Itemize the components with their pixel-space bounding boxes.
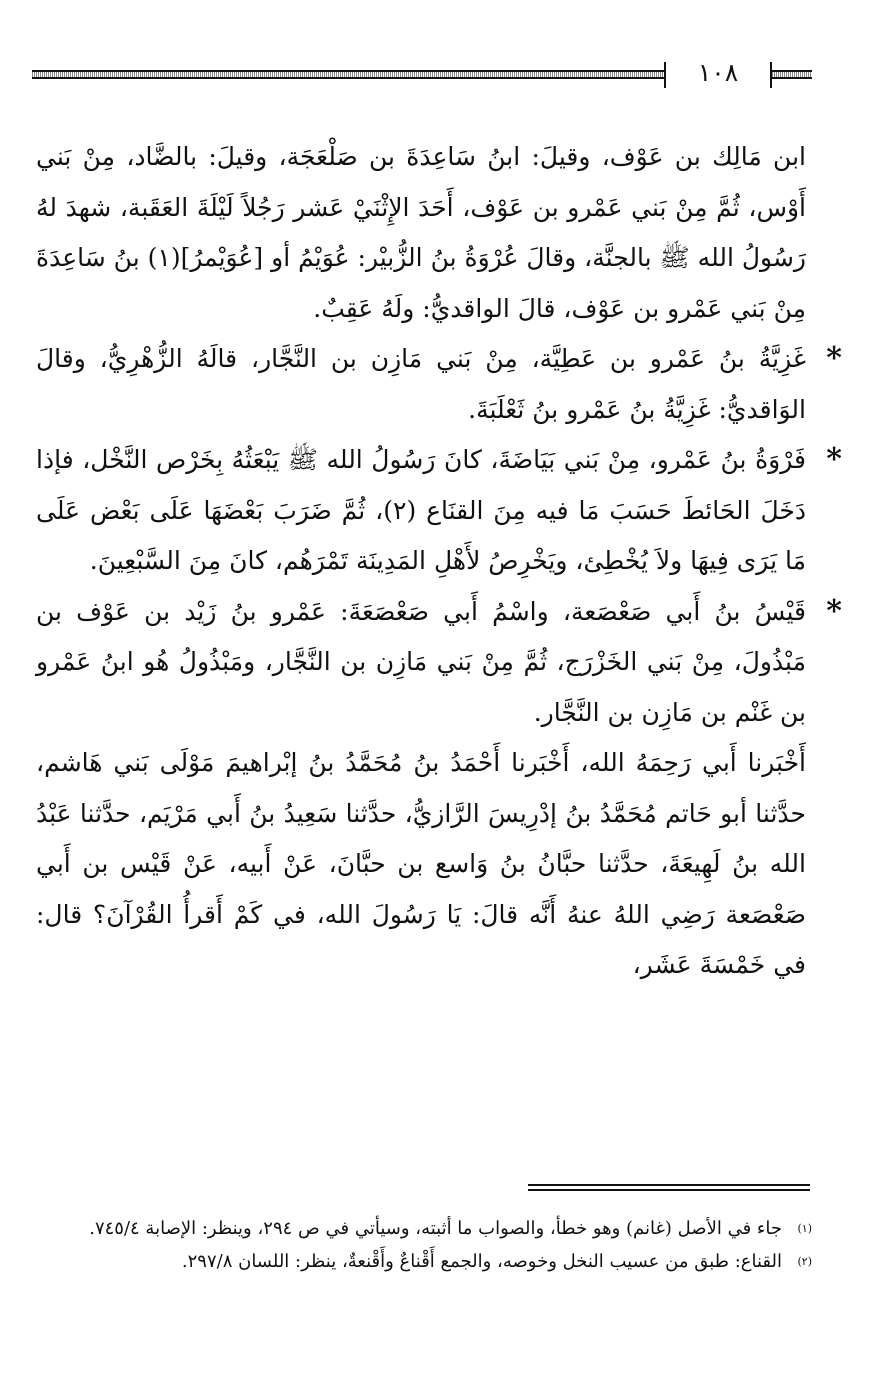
entry-ghaziyya	[36, 334, 842, 435]
footnote	[36, 1245, 812, 1278]
footnote	[36, 1212, 812, 1245]
asterisk-icon: *	[826, 593, 842, 629]
paragraph: أَخْبَرنا أَبي رَحِمَهُ الله، أَخْبَرنا أَحْمَدُ بنُ مُحَمَّدُ بنُ إبْراهيمَ مَوْلَى بَني هَاشم، حدَّثنا أبو حَاتم مُحَمَّدُ بنُ إدْرِيسَ الرَّازيُّ، حدَّثنا سَعِيدُ بنُ أَبي مَرْيَم، حدَّثنا عَبْدُ الله بنُ لَهِيعَةَ، حدَّثنا حبَّانُ بنُ وَاسع بن حبَّانَ، عَنْ أَبيه، عَنْ قَيْس بن أَبي صَعْصَعة رَضِي اللهُ عنهُ أَنَّه قالَ: يَا رَسُولَ الله، في كَمْ أَقرأُ القُرْآنَ؟ قال: في خَمْسَةَ عَشَر،	[36, 748, 806, 979]
paragraph: فَرْوَةُ بنُ عَمْرو، مِنْ بَني بَيَاضَةَ، كانَ رَسُولُ الله ﷺ يَبْعَثُهُ بِخَرْص النَّخْل، فإذا دَخَلَ الحَائطَ حَسَبَ مَا فيه مِنَ القنَاع (٢)، ثُمَّ ضَرَبَ بَعْضَهَا عَلَى بَعْض عَلَى مَا يَرَى فِيهَا ولاَ يُخْطِئ، ويَخْرِصُ لأَهْلِ المَدِينَة تَمْرَهُم، كانَ مِنَ السَّبْعِينَ.	[36, 445, 807, 575]
footnote-text: جاء في الأصل (غانم) وهو خطأ، والصواب ما أثبته، وسيأتي في ص ٢٩٤، وينظر: الإصابة ٧٤٥/٤.	[89, 1218, 782, 1239]
asterisk-icon: *	[826, 341, 842, 376]
header-rule-short	[772, 70, 812, 79]
footnote-separator	[528, 1184, 810, 1194]
footnote-number: (١)	[797, 1222, 812, 1235]
page-header	[32, 60, 812, 94]
main-text	[36, 132, 842, 991]
paragraph: غَزِيَّةُ بنُ عَمْرو بن عَطِيَّة، مِنْ بَني مَازِن بن النَّجَّار، قالَهُ الزُّهْرِيُّ، وقالَ الوَاقديُّ: غَزِيَّةُ بنُ عَمْرو بنُ ثَعْلَبَةَ.	[36, 344, 806, 424]
paragraph: قَيْسُ بنُ أَبي صَعْصَعة، واسْمُ أَبي صَعْصَعَةَ: عَمْرو بنُ زَيْد بن عَوْف بن مَبْذُولَ، مِنْ بَني الخَزْرَج، ثُمَّ مِنْ بَني مَازِن بن النَّجَّار، ومَبْذُولُ هُو ابنُ عَمْرو بن غَنْم بن مَازِن بن النَّجَّار.	[36, 596, 806, 727]
paragraph: ابن مَالِك بن عَوْف، وقيلَ: ابنُ سَاعِدَةَ بن صَلْعَجَة، وقيلَ: بالضَّاد، مِنْ بَني أَوْس، ثُمَّ مِنْ بَني عَمْرو بن عَوْف، أَحَدَ الإِثْنَيْ عَشر رَجُلاً لَيْلَةَ العَقَبة، شهدَ لهُ رَسُولُ الله ﷺ بالجنَّة، وقالَ عُرْوَةُ بنُ الزُّبيْر: عُوَيْمُ أو [عُوَيْمرُ](١) بنُ سَاعِدَةَ مِنْ بَني عَمْرو بن عَوْف، قالَ الواقديُّ: ولَهُ عَقِبٌ.	[36, 142, 806, 323]
footnote-text: القناع: طبق من عسيب النخل وخوصه، والجمع أَقْناعٌ وأَقْنعةٌ، ينظر: اللسان ٢٩٧/٨.	[181, 1251, 782, 1272]
footnotes	[36, 1212, 812, 1278]
entry-farwa	[36, 435, 842, 587]
header-bar-left	[664, 62, 666, 88]
page-number: ١٠٨	[697, 58, 739, 87]
header-rule-long	[32, 70, 664, 79]
footnote-number: (٢)	[797, 1255, 812, 1268]
entry-qays	[36, 587, 842, 739]
asterisk-icon: *	[826, 442, 842, 477]
